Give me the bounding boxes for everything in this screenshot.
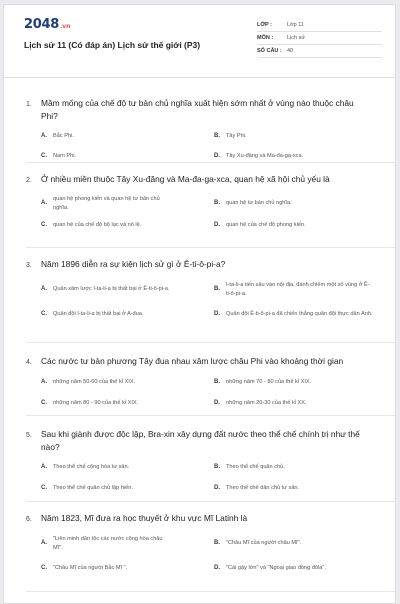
answer-option-a[interactable] (41, 378, 214, 387)
question-number: 1. (26, 101, 32, 108)
option-text: những năm 80 - 90 của thế kỉ XIX. (53, 399, 139, 406)
answer-option-a[interactable] (41, 535, 214, 552)
answer-options (41, 132, 395, 160)
option-text: Theo thể chế cộng hòa tư sản. (53, 464, 130, 470)
option-letter: C. (41, 222, 47, 228)
option-letter: C. (41, 311, 47, 317)
meta-label: SỐ CÂU : (257, 48, 282, 54)
answer-options (41, 378, 395, 407)
option-letter: D. (214, 399, 220, 406)
option-letter: A. (41, 379, 47, 385)
option-text: những năm 70 - 80 của thế kỉ XIX. (226, 379, 312, 385)
option-text: những năm 20-30 của thế kỉ XX. (226, 399, 307, 406)
option-text: quan hệ phong kiến và quan hệ tư bản chủ nghĩa. (53, 196, 160, 211)
question-text: Ở nhiều miền thuộc Tây Xu-đăng và Ma-đa-ga-xca, quan hệ xã hội chủ yếu là (41, 174, 330, 184)
option-letter: B. (214, 286, 220, 293)
answer-option-a[interactable] (41, 281, 214, 298)
answer-options (41, 535, 395, 573)
question-item (26, 248, 395, 343)
option-text: quan hệ của chế độ phong kiến. (226, 222, 306, 228)
answer-option-a[interactable] (41, 195, 214, 212)
option-text: Nam Phi. (53, 152, 77, 159)
option-letter: D. (214, 565, 220, 571)
logo-suffix: .vn (59, 23, 71, 30)
option-letter: C. (41, 152, 47, 159)
option-text: Theo thể chế quân chủ. (226, 464, 285, 470)
option-text: Tây Phi. (226, 133, 247, 139)
option-text: Bắc Phi. (53, 133, 74, 139)
answer-option-b[interactable] (214, 535, 384, 552)
answer-option-d[interactable] (214, 221, 384, 230)
question-text: Các nước tư bản phương Tây đua nhau xâm lược châu Phi vào khoảng thời gian (41, 356, 344, 366)
option-letter: B. (214, 464, 220, 470)
option-letter: B. (214, 200, 220, 207)
option-text: "Cái gậy lớn" và "Ngoại giao đồng đôla". (226, 565, 326, 571)
option-letter: B. (214, 133, 220, 139)
question-item (26, 416, 395, 502)
meta-value: Lớp 11 (287, 22, 304, 28)
answer-option-a[interactable] (41, 463, 214, 472)
answer-options (41, 281, 395, 319)
option-letter: A. (41, 286, 47, 293)
question-item (26, 163, 395, 248)
question-text: Năm 1896 diễn ra sự kiện lịch sử gì ở Ê-ti-ô-pi-a? (41, 259, 226, 269)
answer-option-d[interactable] (214, 564, 384, 573)
option-letter: D. (214, 484, 220, 491)
question-item (26, 78, 395, 163)
meta-value: Lịch sử (287, 35, 306, 41)
option-letter: D. (214, 222, 220, 228)
meta-value: 40 (287, 48, 294, 54)
worksheet-page (3, 4, 396, 604)
option-text: I-ta-li-a tiến sâu vào nội địa, đánh chiếm một số vùng ở Ê-ti-ô-pi-a. (226, 282, 370, 297)
question-number: 2. (26, 177, 32, 184)
answer-option-a[interactable] (41, 132, 214, 141)
answer-option-b[interactable] (214, 378, 384, 387)
header (4, 5, 395, 65)
question-number: 6. (26, 516, 32, 523)
meta-info (257, 19, 382, 58)
option-letter: A. (41, 200, 47, 207)
answer-option-b[interactable] (214, 195, 384, 212)
meta-row-class (257, 19, 382, 32)
answer-option-b[interactable] (214, 281, 384, 298)
option-text: Tây Xu-đăng và Ma-đa-ga-xca. (226, 152, 304, 159)
option-letter: C. (41, 565, 47, 571)
option-letter: D. (214, 152, 220, 159)
meta-label: MÔN : (257, 35, 274, 41)
option-text: Quân đội I-ta-li-a bị thất bại ở A-đua. (53, 311, 144, 317)
meta-label: LỚP : (257, 22, 272, 28)
option-text: quan hệ của chế độ bộ lạc và nô lệ. (53, 222, 142, 228)
option-text: Theo thể chế dân chủ tư sản. (226, 484, 300, 491)
answer-option-c[interactable] (41, 399, 214, 408)
option-letter: C. (41, 484, 47, 491)
answer-options (41, 195, 395, 230)
option-text: Quân đội Ê-ti-ô-pi-a đã chiến thắng quân đội thực dân Anh. (226, 311, 373, 317)
question-number: 5. (26, 432, 32, 439)
meta-row-count (257, 45, 382, 58)
answer-option-b[interactable] (214, 463, 384, 472)
question-item (26, 343, 395, 416)
option-text: quan hệ tư bản chủ nghĩa. (226, 200, 292, 207)
answer-option-d[interactable] (214, 152, 384, 161)
answer-option-b[interactable] (214, 132, 384, 141)
page-title: Lịch sử 11 (Có đáp án) Lịch sử thế giới (P3) (24, 40, 201, 50)
question-number: 3. (26, 262, 32, 269)
option-text: Theo thể chế quân chủ lập hiến. (53, 484, 133, 491)
answer-option-d[interactable] (214, 484, 384, 493)
option-letter: A. (41, 133, 47, 139)
question-text: Sau khi giành được độc lập, Bra-xin xây dựng đất nước theo thể chế chính trị như thế nào? (41, 429, 360, 452)
question-text: Năm 1823, Mĩ đưa ra học thuyết ở khu vực Mĩ Latinh là (41, 513, 248, 523)
answer-option-c[interactable] (41, 564, 214, 573)
answer-option-d[interactable] (214, 399, 384, 408)
option-text: "Liên minh dân tộc các nước cộng hòa châu Mĩ". (53, 536, 163, 551)
option-letter: B. (214, 379, 220, 385)
question-item (26, 502, 395, 592)
answer-option-c[interactable] (41, 152, 214, 161)
answer-option-c[interactable] (41, 484, 214, 493)
answer-option-c[interactable] (41, 310, 214, 319)
answer-option-c[interactable] (41, 221, 214, 230)
option-letter: A. (41, 464, 47, 470)
answer-options (41, 463, 395, 492)
option-letter: D. (214, 311, 220, 317)
option-letter: B. (214, 540, 220, 547)
question-text: Mầm mống của chế độ tư bản chủ nghĩa xuất hiện sớm nhất ở vùng nào thuộc châu Phi? (41, 98, 354, 121)
meta-row-subject (257, 32, 382, 45)
option-letter: A. (41, 540, 47, 547)
option-text: những năm 50-60 của thế kỉ XIX. (53, 379, 136, 385)
option-text: "Châu Mĩ của người Bắc Mĩ ". (53, 565, 128, 571)
option-letter: C. (41, 399, 47, 406)
option-text: "Châu Mĩ của người châu Mĩ". (226, 540, 302, 547)
logo-name: 2048 (24, 17, 59, 32)
question-list (4, 78, 395, 592)
option-text: Quân xâm lược I-ta-li-a bị thất bại ở Ê-ti-ô-pi-a. (53, 286, 170, 293)
question-number: 4. (26, 359, 32, 366)
answer-option-d[interactable] (214, 310, 384, 319)
